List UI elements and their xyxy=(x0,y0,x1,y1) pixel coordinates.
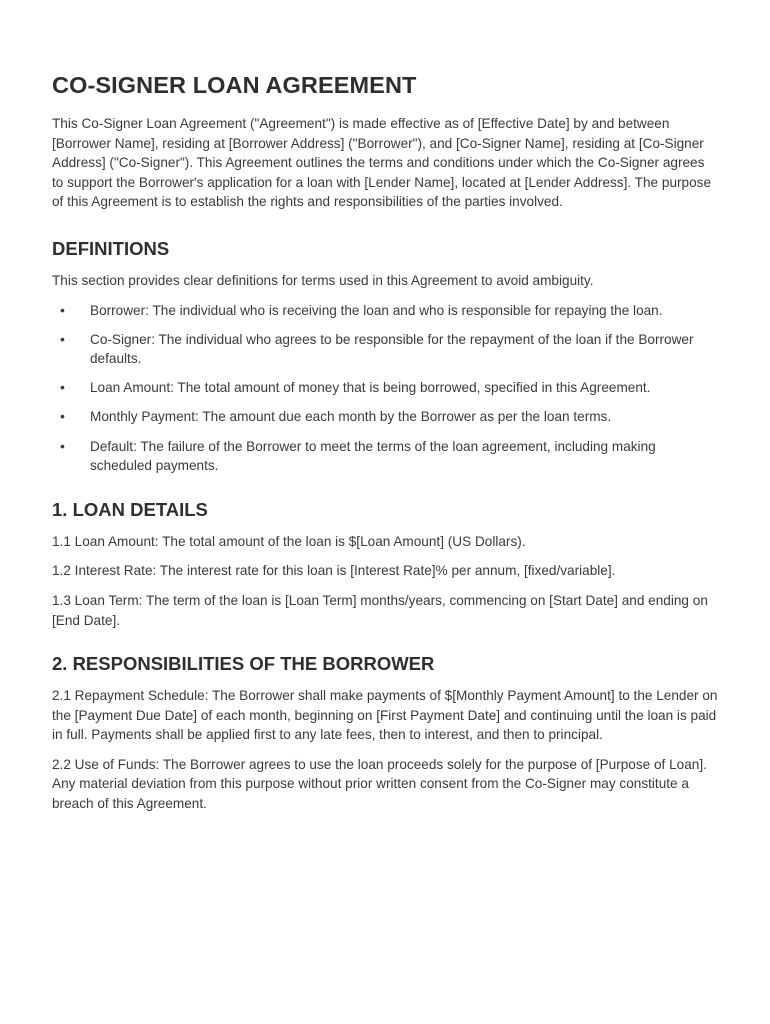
loan-details-heading: 1. LOAN DETAILS xyxy=(52,498,208,520)
bullet-icon: • xyxy=(60,330,65,347)
intro-paragraph: This Co-Signer Loan Agreement ("Agreement") is made effective as of [Effective Date] by and between [Borrower Name], residing at [Borrower Address] ("Borrower"), and [Co-Signer Name], residing at [Co-Signer Address] ("Co-Signer"). This Agreement outlines the terms and conditions under which the Co-Signer agrees to support the Borrower's application for a loan with [Lender Name], located at [Lender Address]. The purpose of this Agreement is to establish the rights and responsibilities of the parties involved. xyxy=(52,116,712,210)
clause-loan-amount: 1.1 Loan Amount: The total amount of the loan is $[Loan Amount] (US Dollars). xyxy=(52,533,526,549)
definition-text: Co-Signer: The individual who agrees to be responsible for the repayment of the loan if the Borrower defaults. xyxy=(90,331,694,367)
list-item xyxy=(52,330,718,369)
list-item xyxy=(52,407,718,427)
bullet-icon: • xyxy=(60,408,65,425)
definition-text: Monthly Payment: The amount due each month by the Borrower as per the loan terms. xyxy=(90,409,612,425)
bullet-icon: • xyxy=(60,301,65,318)
bullet-icon: • xyxy=(60,379,65,396)
clause-interest-rate: 1.2 Interest Rate: The interest rate for this loan is [Interest Rate]% per annum, [fixed/variable]. xyxy=(52,563,616,579)
definition-text: Loan Amount: The total amount of money that is being borrowed, specified in this Agreement. xyxy=(90,380,651,396)
list-item xyxy=(52,378,718,398)
list-item xyxy=(52,301,718,321)
borrower-responsibilities-heading: 2. RESPONSIBILITIES OF THE BORROWER xyxy=(52,653,435,675)
clause-repayment-schedule: 2.1 Repayment Schedule: The Borrower shall make payments of $[Monthly Payment Amount] to the Lender on the [Payment Due Date] of each month, beginning on [First Payment Date] and continuing until the loan is paid in full. Payments shall be applied first to any late fees, then to interest, and then to principal. xyxy=(52,688,718,743)
list-item xyxy=(52,437,718,476)
bullet-icon: • xyxy=(60,437,65,454)
definition-text: Default: The failure of the Borrower to meet the terms of the loan agreement, including making scheduled payments. xyxy=(90,438,656,474)
document-title: CO-SIGNER LOAN AGREEMENT xyxy=(52,72,417,98)
definition-text: Borrower: The individual who is receiving the loan and who is responsible for repaying the loan. xyxy=(90,302,663,318)
definitions-intro: This section provides clear definitions for terms used in this Agreement to avoid ambiguity. xyxy=(52,272,594,288)
clause-use-of-funds: 2.2 Use of Funds: The Borrower agrees to use the loan proceeds solely for the purpose of [Purpose of Loan]. Any material deviation from this purpose without prior written consent from the Co-Signer may constitute a breach of this Agreement. xyxy=(52,756,707,812)
definitions-list xyxy=(52,301,718,476)
clause-loan-term: 1.3 Loan Term: The term of the loan is [Loan Term] months/years, commencing on [Start Date] and ending on [End Date]. xyxy=(52,592,708,628)
definitions-heading: DEFINITIONS xyxy=(52,237,170,259)
